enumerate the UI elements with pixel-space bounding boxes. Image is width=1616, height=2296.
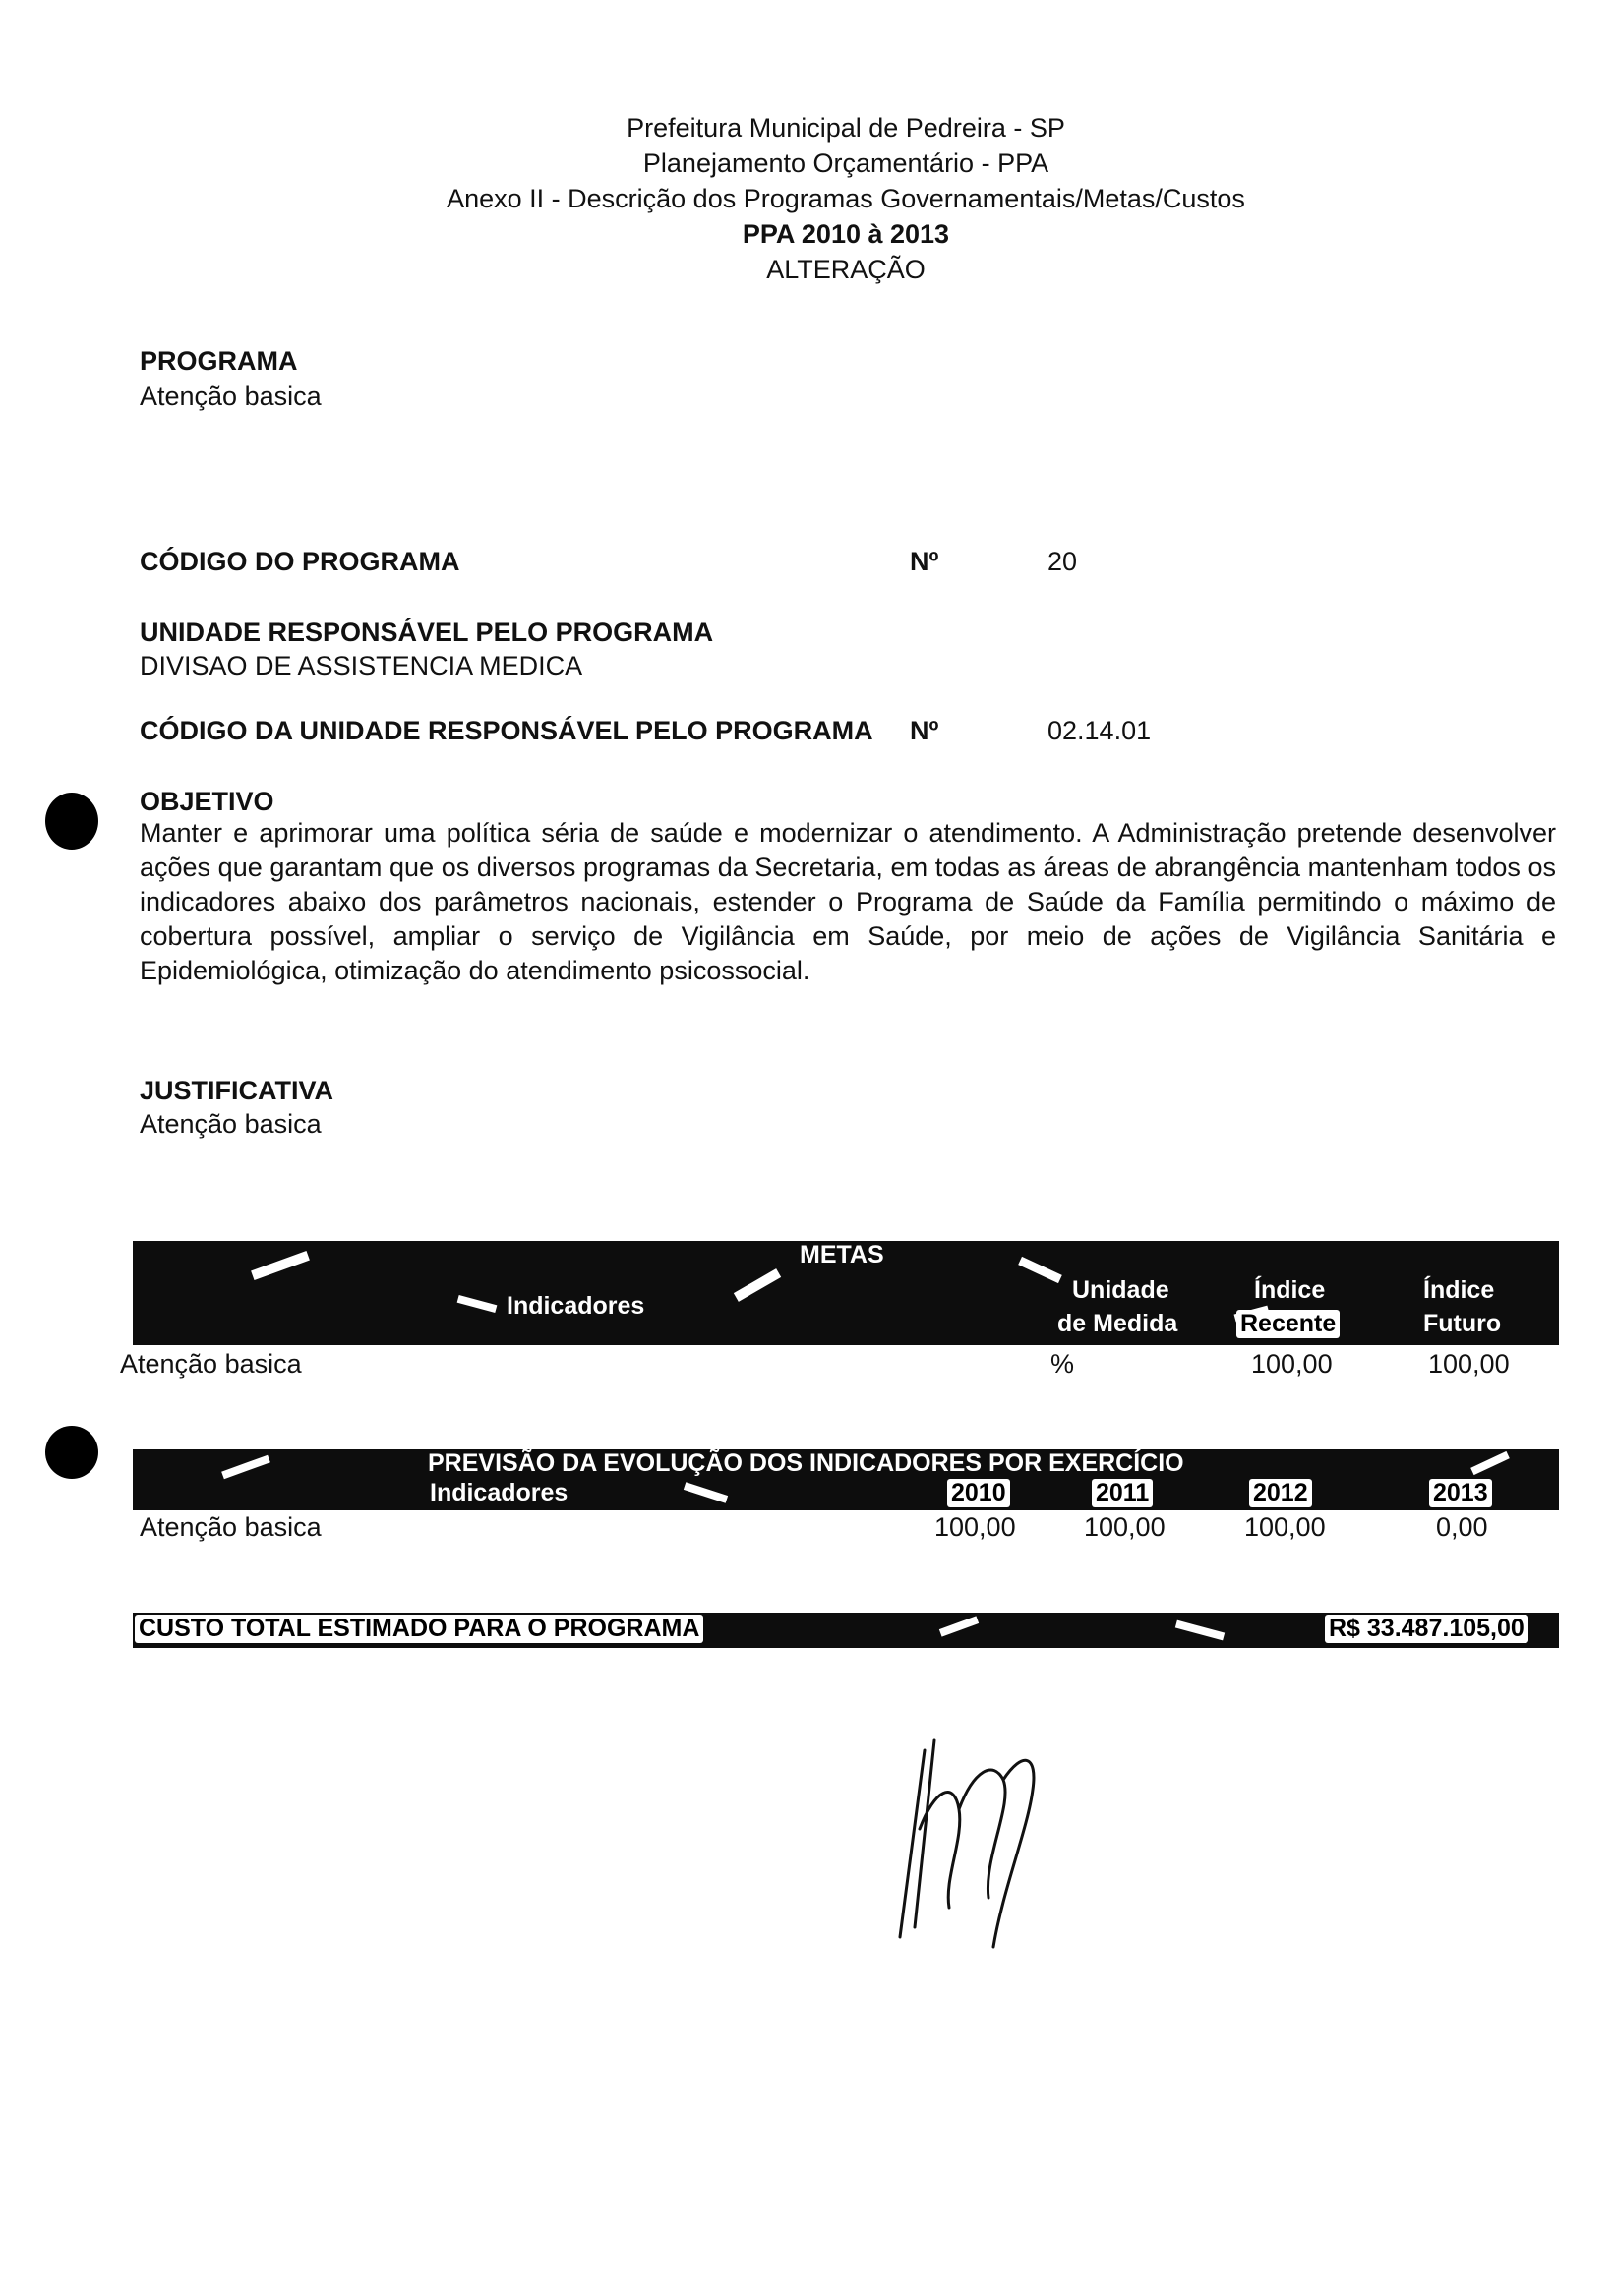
unidade-value: DIVISAO DE ASSISTENCIA MEDICA <box>140 651 583 680</box>
scan-artifact <box>684 1482 728 1503</box>
metas-col-futuro-1: Índice <box>1423 1276 1495 1304</box>
metas-col-futuro-2: Futuro <box>1423 1310 1502 1337</box>
header-municipality: Prefeitura Municipal de Pedreira - SP <box>627 113 1065 143</box>
header-ppa-period: PPA 2010 à 2013 <box>742 219 950 249</box>
header-annex: Anexo II - Descrição dos Programas Governamentais/Metas/Custos <box>447 184 1245 213</box>
previsao-col-2013: 2013 <box>1429 1479 1492 1507</box>
metas-title: METAS <box>800 1241 884 1268</box>
programa-value: Atenção basica <box>140 382 322 411</box>
metas-row-unidade: % <box>1050 1349 1075 1379</box>
document-header <box>0 110 1616 287</box>
previsao-title: PREVISÃO DA EVOLUÇÃO DOS INDICADORES POR EXERCÍCIO <box>428 1449 1184 1477</box>
metas-col-recente-1: Índice <box>1254 1276 1326 1304</box>
codigo-unidade-n-label: Nº <box>910 716 939 745</box>
programa-label: PROGRAMA <box>140 346 298 376</box>
scan-artifact <box>1018 1257 1062 1283</box>
custo-label: CUSTO TOTAL ESTIMADO PARA O PROGRAMA <box>135 1615 703 1643</box>
objetivo-label: OBJETIVO <box>140 787 274 816</box>
custo-value: R$ 33.487.105,00 <box>1325 1615 1528 1643</box>
previsao-row-indicador: Atenção basica <box>140 1512 322 1542</box>
metas-col-unidade-2: de Medida <box>1057 1310 1178 1337</box>
header-alteration: ALTERAÇÃO <box>766 255 926 284</box>
justificativa-label: JUSTIFICATIVA <box>140 1076 334 1105</box>
metas-row-futuro: 100,00 <box>1428 1349 1510 1379</box>
previsao-col-2012: 2012 <box>1249 1479 1312 1507</box>
metas-header-bar <box>133 1241 1559 1345</box>
scan-artifact <box>221 1455 270 1480</box>
codigo-unidade-value: 02.14.01 <box>1047 716 1152 745</box>
previsao-row-2011: 100,00 <box>1084 1512 1166 1542</box>
codigo-programa-label: CÓDIGO DO PROGRAMA <box>140 547 460 576</box>
previsao-row-2010: 100,00 <box>934 1512 1016 1542</box>
punch-hole-mark <box>45 1426 98 1479</box>
previsao-row-2012: 100,00 <box>1244 1512 1326 1542</box>
metas-col-indicadores: Indicadores <box>507 1292 645 1320</box>
scan-artifact <box>457 1295 498 1313</box>
scan-artifact <box>939 1616 979 1636</box>
justificativa-value: Atenção basica <box>140 1109 322 1139</box>
previsao-header-bar <box>133 1449 1559 1510</box>
scan-artifact <box>1175 1620 1225 1641</box>
scan-artifact <box>734 1268 781 1302</box>
metas-col-recente-2: Recente <box>1236 1310 1340 1338</box>
previsao-row-2013: 0,00 <box>1436 1512 1488 1542</box>
signature-stroke <box>900 1740 1034 1947</box>
metas-row-recente: 100,00 <box>1251 1349 1333 1379</box>
previsao-col-2010: 2010 <box>947 1479 1010 1507</box>
scan-artifact <box>251 1251 310 1280</box>
custo-bar <box>133 1613 1559 1648</box>
signature-mark <box>866 1711 1062 1967</box>
unidade-label: UNIDADE RESPONSÁVEL PELO PROGRAMA <box>140 618 714 647</box>
scan-artifact <box>1470 1451 1510 1475</box>
header-planning: Planejamento Orçamentário - PPA <box>642 148 1049 178</box>
codigo-programa-value: 20 <box>1047 547 1078 576</box>
codigo-programa-n-label: Nº <box>910 547 939 576</box>
metas-col-unidade-1: Unidade <box>1072 1276 1169 1304</box>
metas-row-indicador: Atenção basica <box>120 1349 302 1379</box>
previsao-col-2011: 2011 <box>1092 1479 1153 1507</box>
punch-hole-mark <box>45 793 98 850</box>
objetivo-text: Manter e aprimorar uma política séria de saúde e modernizar o atendimento. A Administração pretende desenvolver ações que garantam que os diversos programas da Secretaria, em todas as áreas de abrangência mantenham todos os indicadores abaixo dos parâmetros nacionais, estender o Programa de Saúde da Família permitindo o máximo de cobertura possível, ampliar o serviço de Vigilância em Saúde, por meio de ações de Vigilância Sanitária e Epidemiológica, otimização do atendimento psicossocial. <box>140 818 1556 985</box>
codigo-unidade-label: CÓDIGO DA UNIDADE RESPONSÁVEL PELO PROGRAMA <box>140 716 873 745</box>
previsao-col-indicadores: Indicadores <box>430 1479 569 1506</box>
